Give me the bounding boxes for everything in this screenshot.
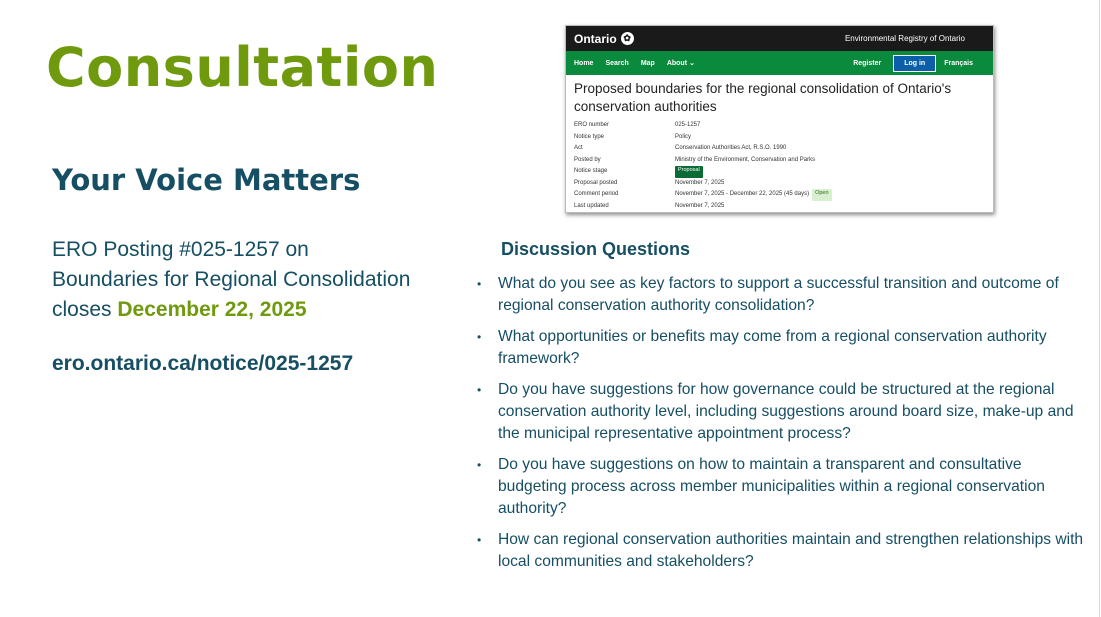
field-row: [574, 155, 985, 167]
posting-line-1: ERO Posting #025-1257 on: [52, 238, 309, 261]
list-item: [476, 529, 1094, 573]
language-link[interactable]: Français: [944, 59, 973, 67]
field-value: Policy: [675, 133, 692, 140]
list-item: [476, 454, 1094, 520]
list-item: [476, 326, 1094, 370]
question-text: Do you have suggestions on how to maintain a transparent and consultative budgeting process across member municipalities within a regional conservation authority?: [498, 456, 1045, 517]
trillium-icon: ✿: [621, 32, 634, 45]
field-row: [574, 201, 985, 213]
field-label: Notice type: [574, 133, 605, 140]
discussion-heading: Discussion Questions: [501, 239, 691, 259]
field-value: November 7, 2025: [675, 202, 725, 209]
field-row: [574, 178, 985, 190]
proposal-badge: Proposal: [675, 166, 703, 178]
field-label: Proposal posted: [574, 179, 618, 186]
field-label: ERO number: [574, 122, 610, 128]
posting-info: [52, 235, 452, 325]
closing-date: December 22, 2025: [117, 298, 307, 321]
field-value: Ministry of the Environment, Conservation and Parks: [675, 156, 816, 163]
field-value: November 7, 2025: [675, 179, 725, 186]
open-badge: Open: [812, 189, 831, 201]
ero-navbar: [566, 51, 993, 75]
question-text: What do you see as key factors to support a successful transition and outcome of regional conservation authority consolidation?: [498, 275, 1059, 314]
field-row: [574, 120, 985, 132]
slide-subtitle: Your Voice Matters: [52, 163, 361, 197]
login-button[interactable]: Log in: [893, 55, 936, 72]
register-link[interactable]: Register: [853, 59, 882, 67]
posting-line-2: Boundaries for Regional Consolidation: [52, 268, 411, 291]
bullet-icon: •: [477, 277, 482, 291]
slide-title: Consultation: [46, 36, 439, 99]
field-row: [574, 166, 985, 178]
bullet-icon: •: [477, 383, 482, 397]
question-text: Do you have suggestions for how governance could be structured at the regional conservation authority level, including suggestions around board size, make-up and the municipal representative appointment process?: [498, 381, 1074, 442]
ero-screenshot: [565, 25, 994, 213]
field-row: [574, 132, 985, 144]
registry-title: Environmental Registry of Ontario: [844, 34, 965, 43]
bullet-icon: •: [477, 533, 482, 547]
ontario-logo[interactable]: [574, 32, 634, 46]
field-label: Notice stage: [574, 168, 608, 174]
posting-line-3: [52, 295, 452, 325]
question-text: How can regional conservation authorities maintain and strengthen relationships with local communities and stakeholders?: [498, 531, 1084, 570]
nav-map[interactable]: Map: [640, 59, 655, 67]
ero-notice-body: [566, 75, 993, 213]
nav-home[interactable]: Home: [574, 59, 594, 67]
closes-label: closes: [52, 298, 118, 321]
slide-edge-divider: [1099, 0, 1100, 617]
ontario-brand: Ontario: [574, 31, 617, 46]
list-item: [476, 273, 1094, 317]
field-value: Conservation Authorities Act, R.S.O. 1990: [675, 145, 787, 151]
field-label: Act: [574, 145, 583, 151]
field-label: Last updated: [574, 202, 609, 209]
nav-about[interactable]: About ⌄: [666, 60, 695, 67]
bullet-icon: •: [477, 458, 482, 472]
field-row: [574, 143, 985, 155]
field-label: Posted by: [574, 156, 601, 163]
bullet-icon: •: [477, 330, 482, 344]
field-row: [574, 189, 985, 201]
field-value: 025-1257: [675, 122, 701, 128]
nav-search[interactable]: Search: [605, 59, 629, 67]
notice-heading: Proposed boundaries for the regional consolidation of Ontario's conservation authorities: [574, 81, 952, 114]
ero-url-link[interactable]: ero.ontario.ca/notice/025-1257: [52, 352, 354, 375]
discussion-questions-list: [476, 273, 1094, 582]
field-value: November 7, 2025 - December 22, 2025 (45 days): [675, 191, 810, 197]
ero-header: [566, 26, 993, 51]
list-item: [476, 379, 1094, 445]
question-text: What opportunities or benefits may come from a regional conservation authority framework?: [498, 328, 1047, 367]
field-label: Comment period: [574, 191, 619, 197]
